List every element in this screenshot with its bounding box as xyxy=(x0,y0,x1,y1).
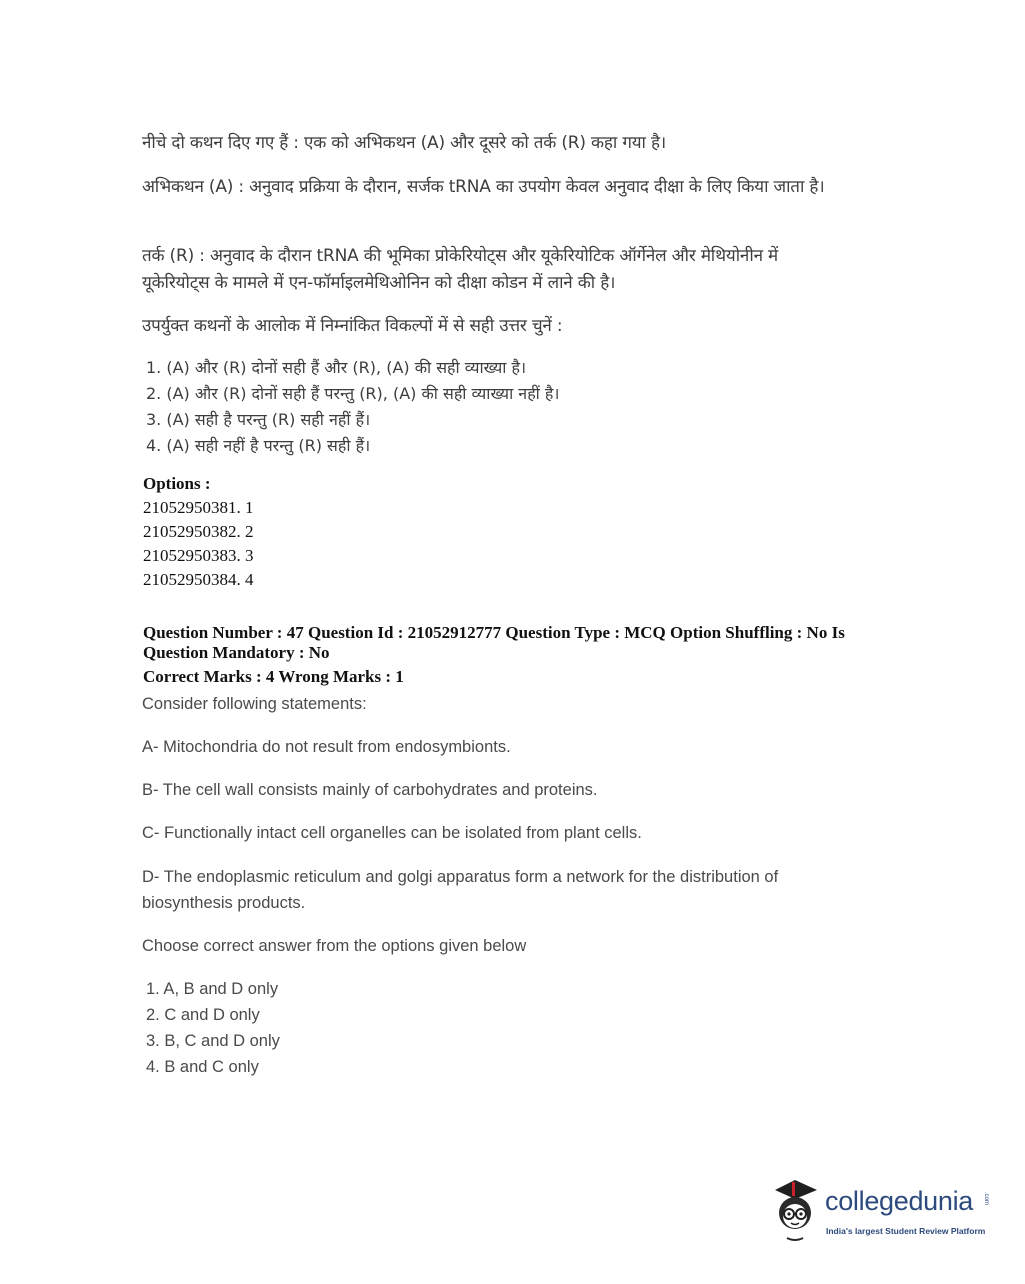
statement-b: B- The cell wall consists mainly of carbohydrates and proteins. xyxy=(142,781,598,799)
question-header: Question Number : 47 Question Id : 21052912777 Question Type : MCQ Option Shuffling : No Is Question Mandatory : No xyxy=(143,623,845,662)
brand-domain: .com xyxy=(983,1192,989,1206)
english-choice: 1. A, B and D only xyxy=(146,980,279,998)
statement-a: A- Mitochondria do not result from endosymbionts. xyxy=(142,738,511,756)
brand-tagline: India's largest Student Review Platform xyxy=(826,1226,986,1236)
answer-instruction: Choose correct answer from the options given below xyxy=(142,937,527,955)
option-row: 21052950384. 4 xyxy=(143,570,254,589)
hindi-choice: 2. (A) और (R) दोनों सही हैं परन्तु (R), (A) की सही व्याख्या नहीं है। xyxy=(146,384,560,403)
brand-name: collegedunia xyxy=(825,1186,974,1216)
english-choice: 4. B and C only xyxy=(146,1058,259,1076)
collegedunia-logo xyxy=(765,1176,995,1246)
hindi-intro: नीचे दो कथन दिए गए हैं : एक को अभिकथन (A) और दूसरे को तर्क (R) कहा गया है। xyxy=(142,133,667,153)
hindi-choice: 4. (A) सही नहीं है परन्तु (R) सही हैं। xyxy=(146,436,371,455)
question-stem: Consider following statements: xyxy=(142,695,367,713)
hindi-choice: 1. (A) और (R) दोनों सही हैं और (R), (A) की सही व्याख्या है। xyxy=(146,358,527,377)
question-marks: Correct Marks : 4 Wrong Marks : 1 xyxy=(143,667,404,686)
english-choice: 3. B, C and D only xyxy=(146,1032,280,1050)
english-choice: 2. C and D only xyxy=(146,1006,260,1024)
option-row: 21052950382. 2 xyxy=(143,522,254,541)
hindi-instruction: उपर्युक्त कथनों के आलोक में निम्नांकित विकल्पों में से सही उत्तर चुनें : xyxy=(142,316,563,336)
hindi-choice: 3. (A) सही है परन्तु (R) सही नहीं हैं। xyxy=(146,410,371,429)
option-row: 21052950383. 3 xyxy=(143,546,254,565)
hindi-choice-list xyxy=(146,355,559,459)
hindi-assertion: अभिकथन (A) : अनुवाद प्रक्रिया के दौरान, सर्जक tRNA का उपयोग केवल अनुवाद दीक्षा के लिए किया जाता है। xyxy=(142,177,825,197)
options-heading: Options : xyxy=(143,474,211,493)
hindi-reason: तर्क (R) : अनुवाद के दौरान tRNA की भूमिका प्रोकेरियोट्स और यूकेरियोटिक ऑर्गेनेल और मेथियोनीन में यूकेरियोट्स के मामले में एन-फॉर्माइलमेथिओनिन को दीक्षा कोडन में लाने की है। xyxy=(142,246,778,293)
statement-c: C- Functionally intact cell organelles can be isolated from plant cells. xyxy=(142,824,642,842)
english-choice-list xyxy=(146,976,280,1080)
mascot-icon xyxy=(765,1176,825,1246)
option-row: 21052950381. 1 xyxy=(143,498,254,517)
options-block xyxy=(143,472,254,592)
statement-d: D- The endoplasmic reticulum and golgi apparatus form a network for the distribution of biosynthesis products. xyxy=(142,868,779,912)
